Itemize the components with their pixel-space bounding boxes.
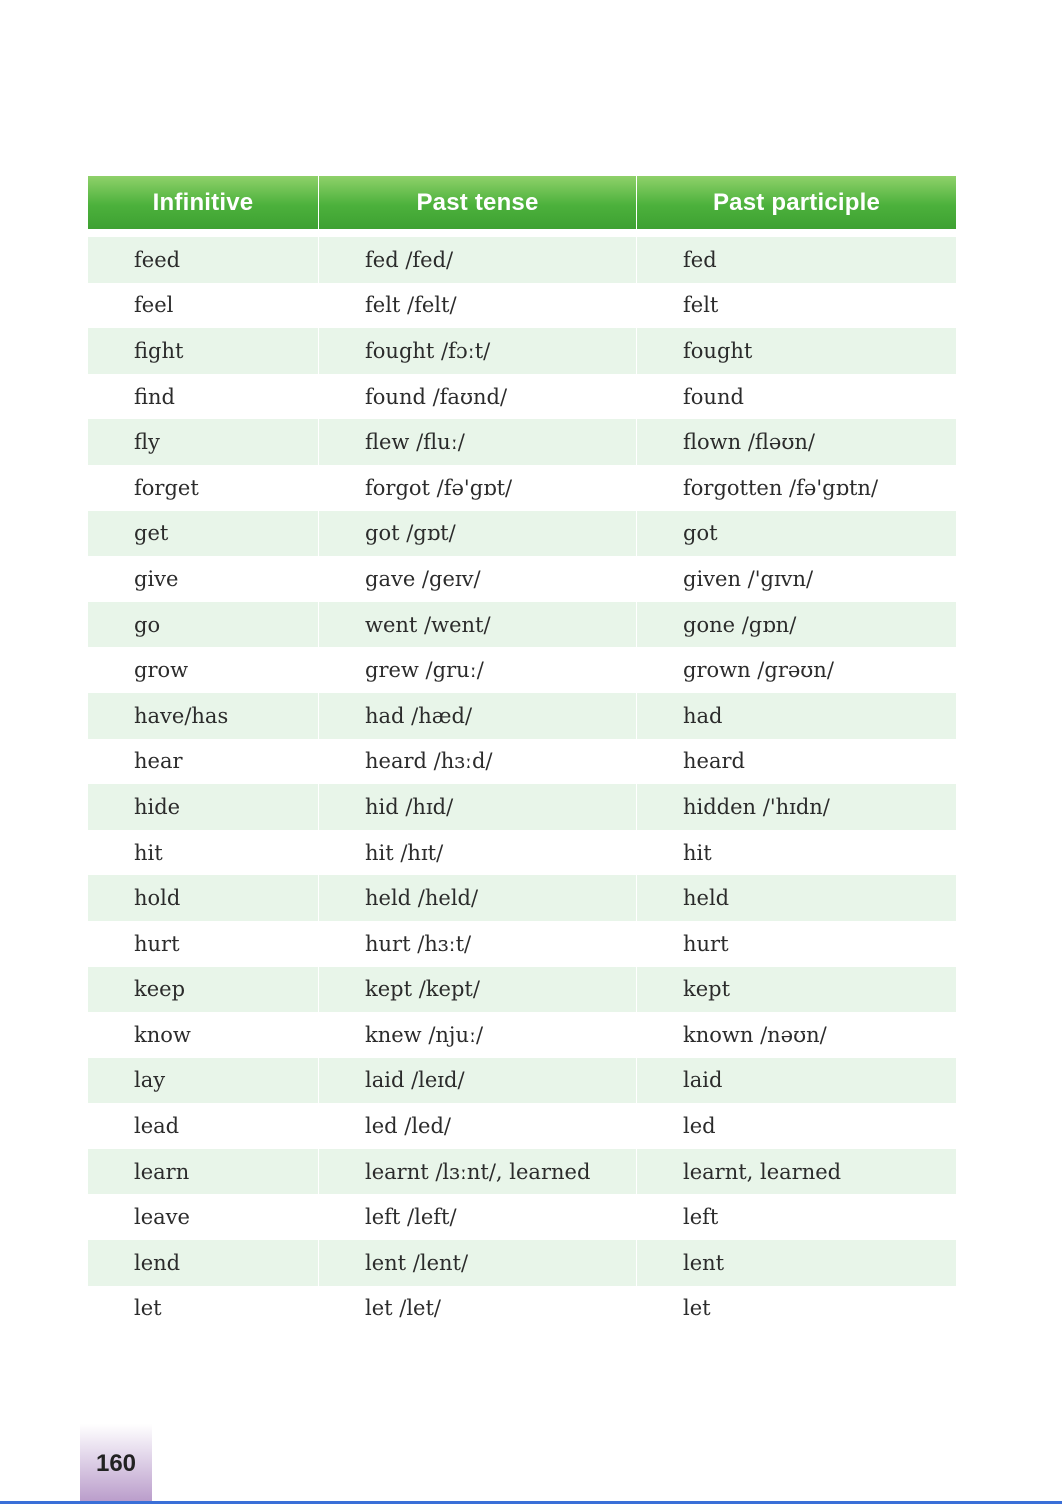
cell-past-participle: let (683, 1296, 711, 1321)
cell-infinitive: learn (88, 1149, 318, 1195)
table-row (88, 784, 956, 830)
table-row (88, 511, 956, 557)
table-row (88, 1012, 956, 1058)
table-row (88, 374, 956, 420)
cell-past-tense: grew /gruː/ (365, 658, 484, 683)
cell-infinitive: get (88, 511, 318, 557)
cell-past-participle: held (637, 875, 956, 921)
cell-past-tense: kept /kept/ (319, 967, 636, 1013)
page-number: 160 (95, 1450, 137, 1477)
cell-past-tense: hit /hɪt/ (365, 840, 444, 865)
table-row (88, 647, 956, 693)
cell-past-tense: forgot /fə'gɒt/ (365, 475, 513, 500)
table-row (88, 419, 956, 465)
cell-infinitive: fight (88, 328, 318, 374)
cell-past-participle: hurt (683, 931, 729, 956)
cell-past-tense: held /held/ (319, 875, 636, 921)
cell-past-tense: laid /leɪd/ (319, 1058, 636, 1104)
table-header-row (88, 176, 956, 229)
table-row (88, 237, 956, 283)
table-row (88, 602, 956, 648)
cell-past-participle: left (683, 1205, 719, 1230)
cell-past-participle: given /'gɪvn/ (683, 566, 814, 591)
cell-past-participle: gone /gɒn/ (637, 602, 956, 648)
table-row (88, 328, 956, 374)
cell-past-tense: fought /fɔːt/ (319, 328, 636, 374)
cell-past-participle: forgotten /fə'gɒtn/ (683, 475, 879, 500)
cell-infinitive: hear (134, 749, 183, 774)
cell-past-tense: hurt /hɜːt/ (365, 931, 472, 956)
cell-infinitive: let (134, 1296, 162, 1321)
table-row (88, 1240, 956, 1286)
cell-past-tense: let /let/ (365, 1296, 441, 1321)
table-row (88, 1149, 956, 1195)
cell-past-tense: learnt /lɜːnt/, learned (319, 1149, 636, 1195)
cell-past-participle: fought (637, 328, 956, 374)
cell-infinitive: lend (88, 1240, 318, 1286)
irregular-verbs-table (88, 176, 956, 1331)
table-row (88, 1194, 956, 1240)
cell-past-participle: found (683, 384, 744, 409)
cell-past-participle: learnt, learned (637, 1149, 956, 1195)
cell-past-participle: fed (637, 237, 956, 283)
cell-infinitive: grow (134, 658, 189, 683)
cell-past-participle: known /nəʊn/ (683, 1022, 827, 1047)
header-infinitive: Infinitive (88, 176, 318, 229)
page-number-tab (80, 1424, 152, 1504)
cell-past-tense: found /faʊnd/ (365, 384, 508, 409)
table-row (88, 830, 956, 876)
table-row (88, 1286, 956, 1332)
cell-infinitive: forget (134, 475, 199, 500)
cell-past-tense: got /gɒt/ (319, 511, 636, 557)
table-row (88, 921, 956, 967)
header-past-participle: Past participle (637, 176, 956, 229)
cell-past-participle: had (637, 693, 956, 739)
cell-past-participle: got (637, 511, 956, 557)
cell-infinitive: lay (88, 1058, 318, 1104)
table-row (88, 283, 956, 329)
cell-past-participle: lent (637, 1240, 956, 1286)
cell-past-participle: led (683, 1114, 716, 1139)
cell-past-tense: left /left/ (365, 1205, 457, 1230)
cell-infinitive: hurt (134, 931, 180, 956)
cell-infinitive: keep (88, 967, 318, 1013)
cell-infinitive: leave (134, 1205, 190, 1230)
cell-past-tense: gave /geɪv/ (365, 566, 481, 591)
cell-infinitive: hold (88, 875, 318, 921)
cell-past-tense: lent /lent/ (319, 1240, 636, 1286)
cell-infinitive: have/has (88, 693, 318, 739)
table-row (88, 693, 956, 739)
table-row (88, 556, 956, 602)
cell-infinitive: lead (134, 1114, 180, 1139)
table-body (88, 237, 956, 1331)
cell-past-participle: felt (683, 293, 719, 318)
cell-past-tense: hid /hɪd/ (319, 784, 636, 830)
cell-past-tense: had /hæd/ (319, 693, 636, 739)
cell-past-participle: hit (683, 840, 712, 865)
cell-infinitive: give (134, 566, 179, 591)
cell-past-tense: flew /fluː/ (319, 419, 636, 465)
header-past-tense: Past tense (319, 176, 636, 229)
cell-past-participle: hidden /'hɪdn/ (637, 784, 956, 830)
table-row (88, 1103, 956, 1149)
cell-past-participle: grown /grəʊn/ (683, 658, 834, 683)
cell-infinitive: fly (88, 419, 318, 465)
cell-past-tense: fed /fed/ (319, 237, 636, 283)
cell-past-participle: flown /fləʊn/ (637, 419, 956, 465)
cell-past-participle: kept (637, 967, 956, 1013)
cell-infinitive: find (134, 384, 175, 409)
cell-infinitive: hit (134, 840, 163, 865)
table-row (88, 1058, 956, 1104)
cell-past-participle: laid (637, 1058, 956, 1104)
cell-infinitive: hide (88, 784, 318, 830)
table-row (88, 739, 956, 785)
cell-past-tense: felt /felt/ (365, 293, 457, 318)
cell-infinitive: feed (88, 237, 318, 283)
cell-infinitive: go (88, 602, 318, 648)
cell-infinitive: feel (134, 293, 174, 318)
table-row (88, 967, 956, 1013)
cell-past-tense: went /went/ (319, 602, 636, 648)
table-row (88, 465, 956, 511)
cell-past-tense: heard /hɜːd/ (365, 749, 493, 774)
cell-past-participle: heard (683, 749, 745, 774)
cell-past-tense: led /led/ (365, 1114, 451, 1139)
cell-past-tense: knew /njuː/ (365, 1022, 484, 1047)
table-row (88, 875, 956, 921)
cell-infinitive: know (134, 1022, 191, 1047)
